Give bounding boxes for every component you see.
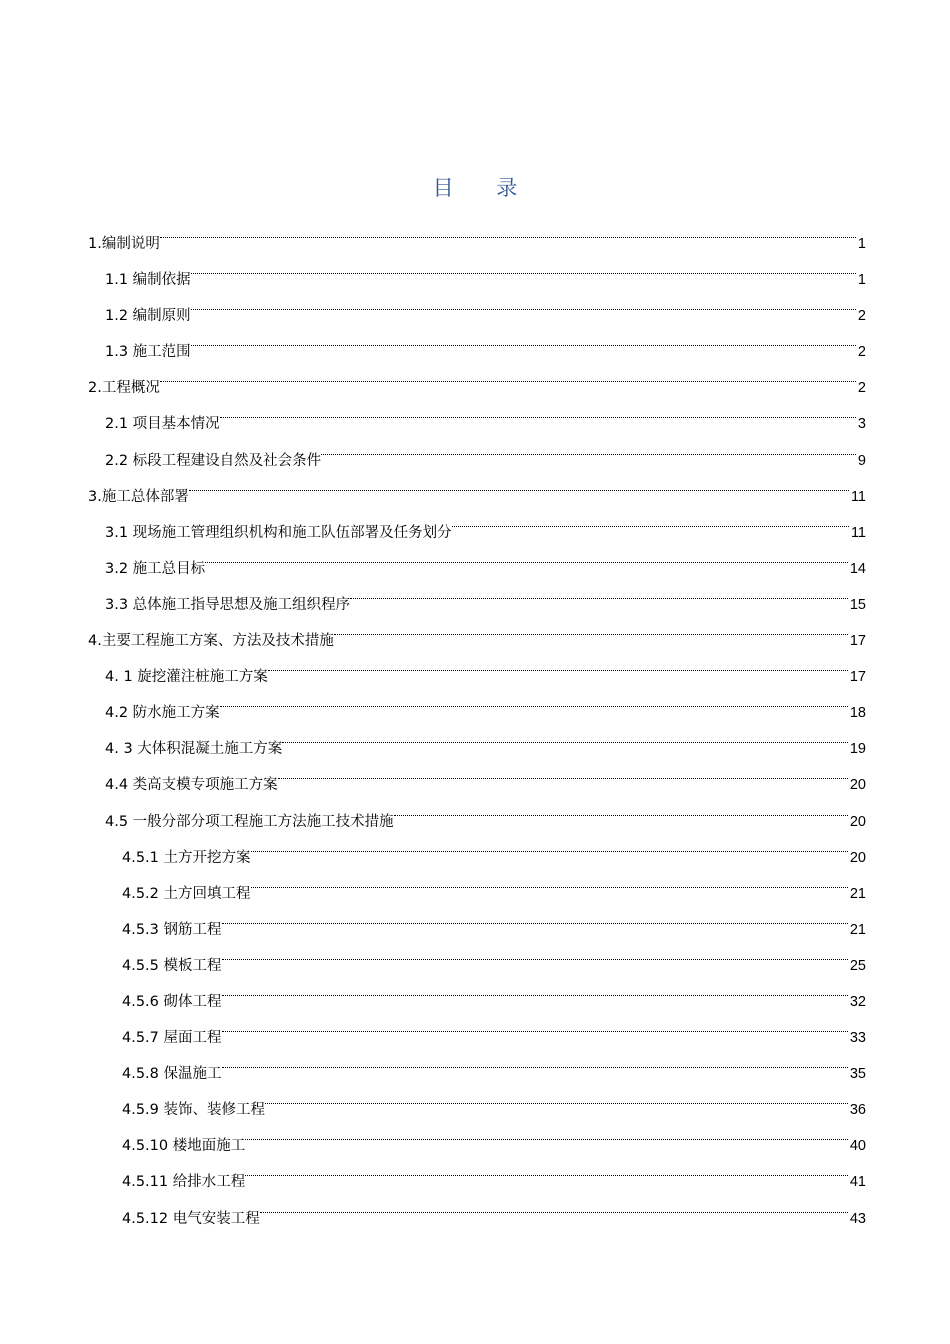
toc-entry-page-number: 40 [849, 1138, 866, 1155]
toc-entry-page-number: 17 [849, 633, 866, 650]
toc-dot-leader [278, 753, 850, 789]
toc-entry[interactable] [88, 501, 866, 541]
toc-entry-label: 3.3 总体施工指导思想及施工组织程序 [105, 596, 351, 613]
toc-entry-label: 4.5.2 土方回填工程 [122, 885, 251, 902]
toc-entry[interactable] [88, 212, 866, 252]
toc-dot-leader [334, 609, 850, 645]
toc-entry-label: 4.5.7 屋面工程 [122, 1030, 222, 1047]
toc-dot-leader [220, 681, 850, 717]
toc-dot-leader [245, 1114, 850, 1150]
toc-dot-leader [394, 790, 850, 826]
toc-dot-leader [160, 212, 858, 248]
toc-dot-leader [251, 826, 850, 862]
toc-entry-label: 3.施工总体部署 [88, 488, 189, 505]
toc-entry-page-number: 2 [857, 380, 866, 397]
toc-entry-label: 4.4 类高支模专项施工方案 [105, 777, 278, 794]
toc-dot-leader [251, 862, 850, 898]
toc-entry-label: 4.5.11 给排水工程 [122, 1174, 246, 1191]
toc-entry-label: 4.5.12 电气安装工程 [122, 1210, 260, 1227]
toc-entry-label: 3.2 施工总目标 [105, 560, 206, 577]
toc-dot-leader [222, 1042, 850, 1078]
toc-entry-label: 4.5.3 钢筋工程 [122, 921, 222, 938]
toc-entry-page-number: 17 [849, 669, 866, 686]
toc-entry-page-number: 2 [857, 344, 866, 361]
toc-entry-page-number: 9 [857, 452, 866, 469]
toc-dot-leader [222, 934, 850, 970]
toc-dot-leader [205, 537, 850, 573]
toc-entry-page-number: 14 [849, 560, 866, 577]
toc-entry-page-number: 2 [857, 308, 866, 325]
toc-entry-label: 1.编制说明 [88, 236, 160, 252]
toc-entry-label: 4.5.6 砌体工程 [122, 993, 222, 1010]
toc-entry-page-number: 33 [849, 1030, 866, 1047]
toc-dot-leader [245, 1150, 850, 1186]
toc-dot-leader [191, 248, 858, 284]
toc-entry-page-number: 11 [850, 488, 866, 505]
toc-entry[interactable] [88, 320, 866, 361]
toc-entry[interactable] [88, 284, 866, 325]
toc-entry-label: 2.2 标段工程建设自然及社会条件 [105, 452, 322, 469]
toc-entry-page-number: 1 [857, 236, 866, 252]
toc-entry[interactable] [88, 248, 866, 289]
toc-entry-page-number: 18 [849, 705, 866, 722]
table-of-contents [88, 212, 866, 1227]
toc-entry-page-number: 21 [849, 885, 866, 902]
toc-entry[interactable] [88, 356, 866, 397]
toc-entry-label: 4.5.9 装饰、装修工程 [122, 1102, 266, 1119]
toc-entry-label: 4.2 防水施工方案 [105, 705, 220, 722]
toc-dot-leader [222, 898, 850, 934]
toc-entry-page-number: 20 [849, 777, 866, 794]
toc-entry[interactable] [88, 537, 866, 577]
toc-dot-leader [282, 717, 850, 753]
toc-dot-leader [220, 392, 858, 428]
toc-entry-page-number: 36 [849, 1102, 866, 1119]
toc-entry-page-number: 20 [849, 813, 866, 830]
toc-dot-leader [321, 429, 858, 465]
toc-dot-leader [160, 356, 858, 392]
toc-entry-page-number: 1 [857, 272, 866, 289]
toc-entry-page-number: 3 [857, 416, 866, 433]
toc-entry-page-number: 25 [849, 957, 866, 974]
toc-entry-label: 4.5 一般分部分项工程施工方法施工技术措施 [105, 813, 394, 830]
toc-entry-page-number: 20 [849, 849, 866, 866]
toc-dot-leader [268, 645, 850, 681]
toc-dot-leader [452, 501, 851, 537]
toc-entry-page-number: 35 [849, 1066, 866, 1083]
toc-entry[interactable] [88, 392, 866, 433]
toc-entry-label: 4.5.5 模板工程 [122, 957, 222, 974]
toc-entry-page-number: 11 [850, 524, 866, 541]
toc-entry-label: 4.5.10 楼地面施工 [122, 1138, 246, 1155]
toc-entry-page-number: 43 [849, 1210, 866, 1227]
toc-dot-leader [350, 573, 850, 609]
toc-entry-label: 4.主要工程施工方案、方法及技术措施 [88, 633, 334, 650]
toc-entry-page-number: 32 [849, 993, 866, 1010]
toc-entry-label: 2.工程概况 [88, 380, 160, 397]
toc-entry-label: 3.1 现场施工管理组织机构和施工队伍部署及任务划分 [105, 524, 452, 541]
toc-entry-page-number: 21 [849, 921, 866, 938]
toc-dot-leader [189, 465, 851, 501]
toc-entry-page-number: 15 [849, 596, 866, 613]
toc-entry-label: 4.5.1 土方开挖方案 [122, 849, 251, 866]
toc-title: 目 录 [432, 176, 536, 200]
toc-dot-leader [260, 1187, 850, 1223]
toc-dot-leader [265, 1078, 850, 1114]
toc-entry[interactable] [88, 465, 866, 505]
toc-dot-leader [191, 284, 858, 320]
toc-entry-label: 4.5.8 保温施工 [122, 1066, 222, 1083]
toc-dot-leader [222, 1006, 850, 1042]
toc-entry-page-number: 41 [849, 1174, 866, 1191]
toc-dot-leader [222, 970, 850, 1006]
toc-entry-label: 1.2 编制原则 [105, 308, 191, 325]
toc-entry-page-number: 19 [849, 741, 866, 758]
toc-entry-label: 1.1 编制依据 [105, 272, 191, 289]
toc-dot-leader [191, 320, 858, 356]
toc-entry-label: 4. 1 旋挖灌注桩施工方案 [105, 669, 268, 686]
toc-entry-label: 4. 3 大体积混凝土施工方案 [105, 741, 283, 758]
toc-entry-label: 1.3 施工范围 [105, 344, 191, 361]
toc-entry-label: 2.1 项目基本情况 [105, 416, 220, 433]
